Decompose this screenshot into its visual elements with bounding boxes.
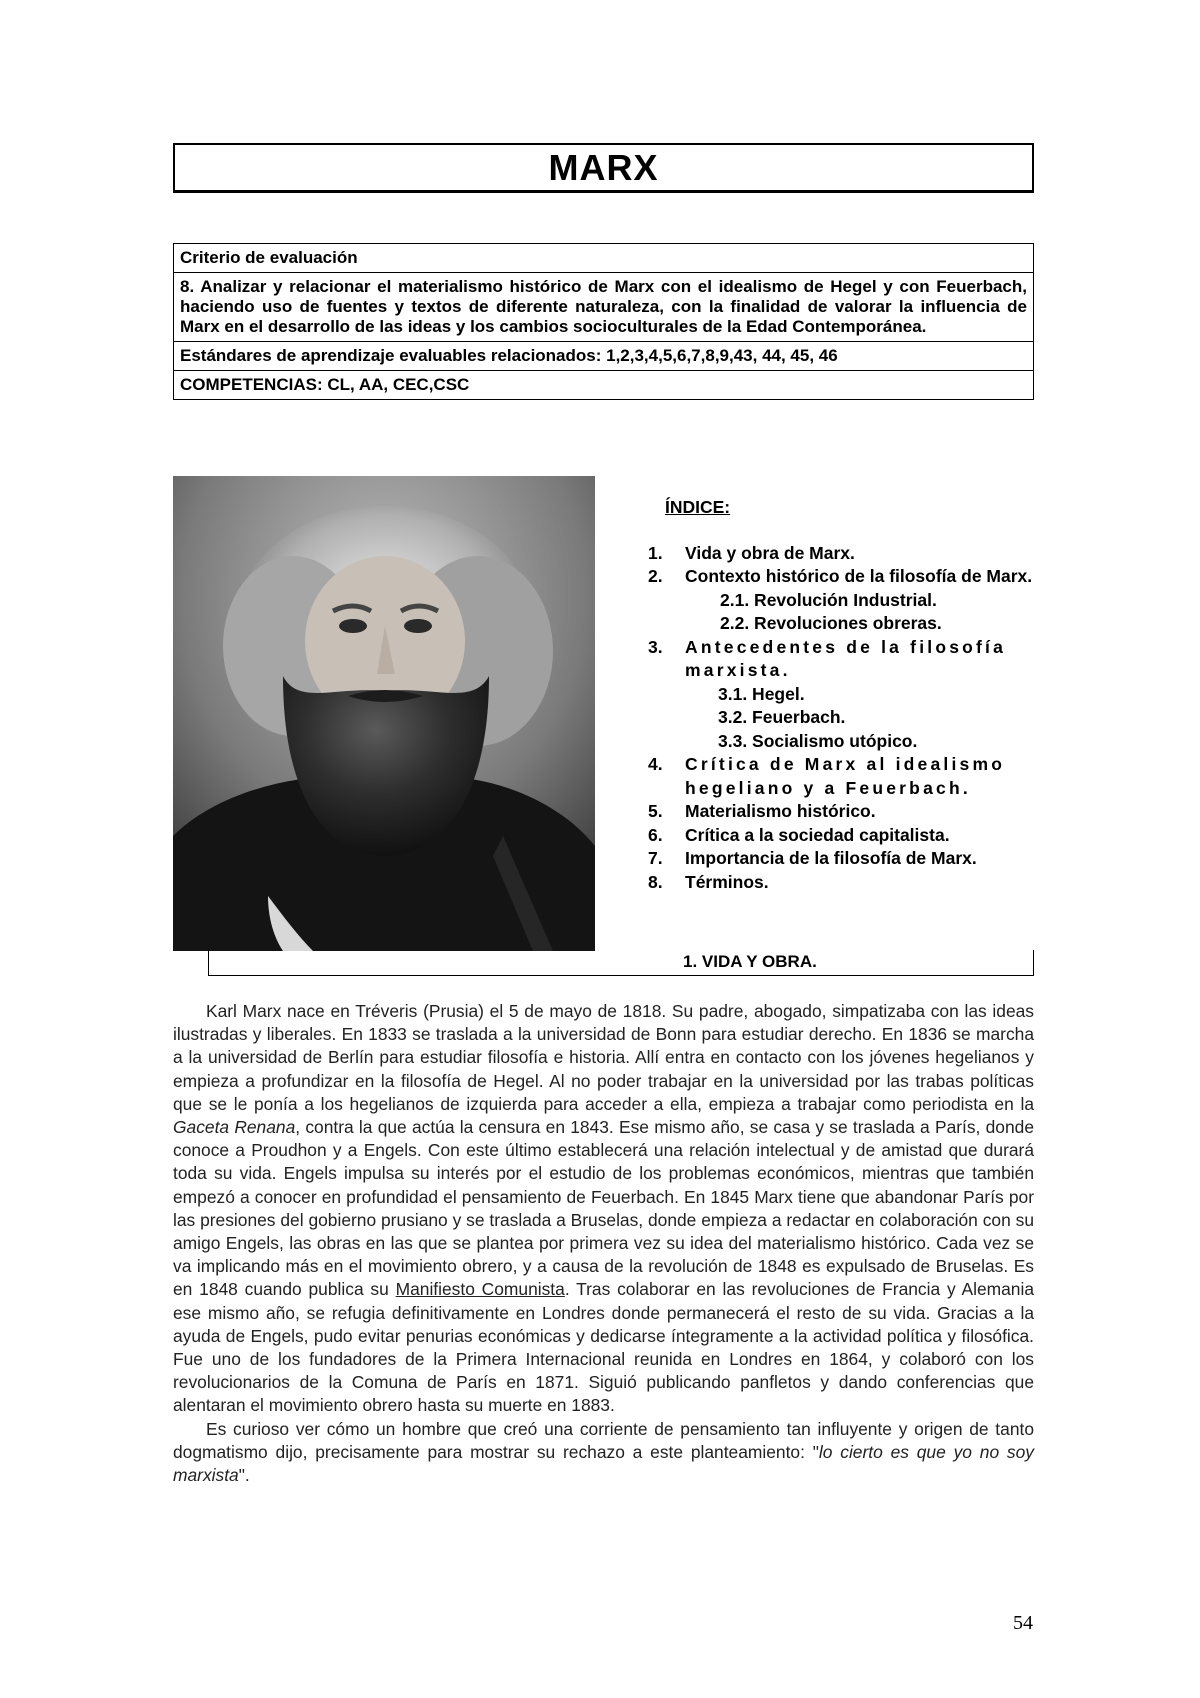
standards-row: Estándares de aprendizaje evaluables relacionados: 1,2,3,4,5,6,7,8,9,43, 44, 45, 46: [174, 342, 1034, 371]
marx-portrait-image: [173, 476, 595, 951]
index-item-label: Crítica a la sociedad capitalista.: [685, 824, 950, 845]
index-item-2: [648, 565, 1038, 589]
paragraph-text: Es curioso ver cómo un hombre que creó una corriente de pensamiento tan influyente y origen de tanto dogmatismo dijo, precisamente para mostrar su rechazo a este planteamiento: ": [173, 1418, 1034, 1462]
page-number: 54: [1013, 1612, 1033, 1634]
index-item-number: 3.: [648, 636, 663, 657]
index-item-7: [648, 847, 1038, 871]
index-subitem-2-1: 2.1. Revolución Industrial.: [720, 589, 937, 610]
marx-portrait: [173, 476, 595, 951]
index-item-4: [648, 753, 1038, 800]
gaceta-renana-title: Gaceta Renana: [173, 1117, 296, 1138]
section-heading: 1. VIDA Y OBRA.: [683, 952, 817, 971]
index-item-number: 1.: [648, 542, 663, 563]
index-subitem-3-2: 3.2. Feuerbach.: [718, 707, 846, 727]
index-item-8: [648, 871, 1038, 895]
criteria-table: [173, 243, 1034, 400]
paragraph-text: . Tras colaborar en las revoluciones de Francia y Alemania ese mismo año, se refugia definitivamente en Londres donde permanecerá el resto de su vida. Gracias a la ayuda de Engels, pudo evitar penurias económicas y dedicarse íntegramente a la actividad política y filosófica. Fue uno de los fundadores de la Primera Internacional reunida en Londres en 1864, y colaboró con los revolucionarios de la Comuna de París en 1871. Siguió publicando panfletos y dando conferencias que alentaran el movimiento obrero hasta su muerte en 1883.: [173, 1279, 1035, 1416]
index-subitem-2-2: 2.2. Revoluciones obreras.: [720, 613, 942, 633]
index-item-number: 4.: [648, 754, 663, 774]
manifiesto-comunista-title: Manifiesto Comunista: [395, 1279, 565, 1300]
paragraph-text: Karl Marx nace en Tréveris (Prusia) el 5 de mayo de 1818. Su padre, abogado, simpatizaba con las ideas ilustradas y liberales. En 1833 se traslada a la universidad de Bonn para estudiar derecho. En 1836 se marcha a la universidad de Berlín para estudiar filosofía e historia. Allí entra en contacto con los jóvenes hegelianos y empieza a profundizar en la filosofía de Hegel. Al no poder trabajar en la universidad por las trabas políticas que se le ponía a los hegelianos de izquierda para acceder a ella, empieza a trabajar como periodista en la: [173, 1001, 1034, 1114]
index-item-label: Materialismo histórico.: [685, 801, 876, 821]
index-section: [648, 496, 1038, 894]
index-item-5: [648, 800, 1038, 824]
index-item-3: [648, 636, 1038, 683]
index-item-1: [648, 542, 1038, 566]
criteria-text: 8. Analizar y relacionar el materialismo histórico de Marx con el idealismo de Hegel y con Feuerbach, haciendo uso de fuentes y textos de diferente naturaleza, con la finalidad de valorar la influencia de Marx en el desarrollo de las ideas y los cambios socioculturales de la Edad Contemporánea.: [174, 273, 1034, 342]
paragraph-text: , contra la que actúa la censura en 1843. Ese mismo año, se casa y se traslada a París, donde conoce a Proudhon y a Engels. Con este último establecerá una relación intelectual y de amistad que durará toda su vida. Engels impulsa su interés por el estudio de los problemas económicos, mientras que también empezó a conocer en profundidad el pensamiento de Feuerbach. En 1845 Marx tiene que abandonar París por las presiones del gobierno prusiano y se traslada a Bruselas, donde empieza a redactar en colaboración con su amigo Engels, las obras en las que se plantea por primera vez su idea del materialismo histórico. Cada vez se va implicando más en el movimiento obrero, y a causa de la revolución de 1848 es expulsado de Bruselas. Es en 1848 cuando publica su: [173, 1117, 1034, 1300]
index-item-label: Antecedentes de la filosofía marxista.: [685, 636, 1007, 680]
body-text: [173, 1000, 1034, 1487]
index-item-label: Contexto histórico de la filosofía de Marx.: [685, 566, 1033, 586]
index-item-number: 5.: [648, 801, 663, 821]
criteria-header: Criterio de evaluación: [174, 244, 1034, 273]
section-heading-box: [208, 950, 1034, 976]
index-item-label: Importancia de la filosofía de Marx.: [685, 848, 977, 868]
index-item-number: 6.: [648, 824, 663, 845]
marx-quote: lo cierto es que yo no soy marxista: [173, 1441, 1034, 1486]
index-title: ÍNDICE:: [665, 497, 731, 517]
index-item-label: Vida y obra de Marx.: [685, 542, 855, 563]
index-item-number: 8.: [648, 871, 663, 892]
paragraph: [173, 1000, 1034, 1418]
index-item-number: 7.: [648, 848, 663, 868]
paragraph: [173, 1418, 1034, 1488]
competencias-row: COMPETENCIAS: CL, AA, CEC,CSC: [174, 371, 1034, 400]
index-subitem-3-3: 3.3. Socialismo utópico.: [718, 730, 918, 751]
index-item-label: Crítica de Marx al idealismo hegeliano y a Feuerbach.: [685, 754, 1006, 798]
paragraph-text: ".: [238, 1465, 250, 1486]
index-item-label: Términos.: [685, 871, 769, 892]
index-item-6: [648, 824, 1038, 848]
index-subitem-3-1: 3.1. Hegel.: [718, 683, 805, 704]
index-item-number: 2.: [648, 566, 663, 586]
page-title: MARX: [173, 143, 1034, 193]
